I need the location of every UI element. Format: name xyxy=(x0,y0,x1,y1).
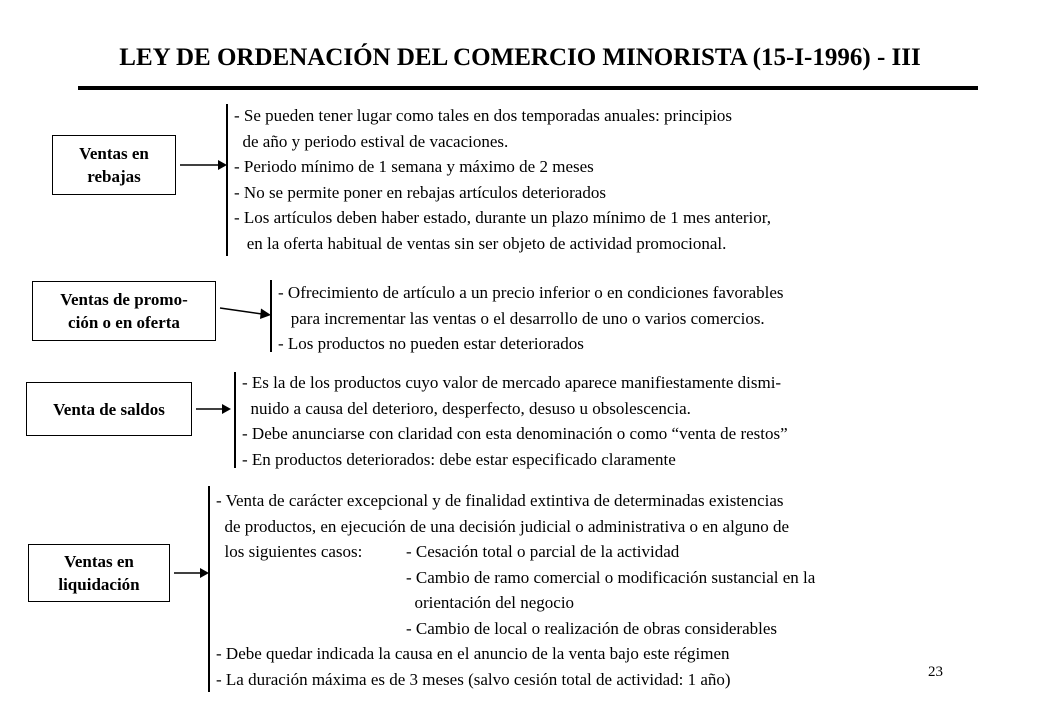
liquidacion-notes xyxy=(216,641,731,692)
promocion-description xyxy=(278,280,784,357)
text-line: - La duración máxima es de 3 meses (salvo cesión total de actividad: 1 año) xyxy=(216,669,731,689)
arrow-icon xyxy=(218,304,272,322)
ventas-en-rebajas-box: Ventas en rebajas xyxy=(52,135,176,195)
text-line: para incrementar las ventas o el desarrollo de uno o varios comercios. xyxy=(278,308,765,328)
text-line: - En productos deteriorados: debe estar especificado claramente xyxy=(242,449,676,469)
bracket-line xyxy=(270,280,272,352)
text-line: - Ofrecimiento de artículo a un precio inferior o en condiciones favorables xyxy=(278,283,784,302)
text-line: los siguientes casos: xyxy=(216,542,363,561)
arrow-icon xyxy=(172,565,212,581)
text-line: - Debe anunciarse con claridad con esta denominación o como “venta de restos” xyxy=(242,424,788,443)
arrow-icon xyxy=(194,401,234,417)
ventas-en-liquidacion-box: Ventas en liquidación xyxy=(28,544,170,602)
text-line: orientación del negocio xyxy=(406,593,575,612)
ventas-de-promocion-box: Ventas de promo- ción o en oferta xyxy=(32,281,216,341)
venta-de-saldos-box: Venta de saldos xyxy=(26,382,192,436)
arrow-icon xyxy=(178,157,228,173)
text-line: de productos, en ejecución de una decisión judicial o administrativa o en alguno de xyxy=(216,516,790,536)
text-line: - Debe quedar indicada la causa en el anuncio de la venta bajo este régimen xyxy=(216,644,730,663)
text-line: - Cambio de ramo comercial o modificación sustancial en la xyxy=(406,567,816,587)
text-line: - Periodo mínimo de 1 semana y máximo de 2 meses xyxy=(234,157,594,176)
text-line: en la oferta habitual de ventas sin ser objeto de actividad promocional. xyxy=(234,233,727,253)
bracket-line xyxy=(208,486,210,692)
text-line: - Se pueden tener lugar como tales en dos temporadas anuales: principios xyxy=(234,106,733,125)
liquidacion-cases xyxy=(406,539,815,641)
text-line: - Cambio de local o realización de obras considerables xyxy=(406,618,778,638)
text-line: nuido a causa del deterioro, desperfecto, desuso u obsolescencia. xyxy=(242,398,691,418)
rebajas-description xyxy=(234,103,771,256)
page-number: 23 xyxy=(928,664,943,680)
text-line: de año y periodo estival de vacaciones. xyxy=(234,131,509,151)
text-line: - Cesación total o parcial de la actividad xyxy=(406,542,680,561)
text-line: - Los productos no pueden estar deteriorados xyxy=(278,334,584,353)
text-line: - Venta de carácter excepcional y de finalidad extintiva de determinadas existencias xyxy=(216,491,784,510)
text-line: - Es la de los productos cuyo valor de mercado aparece manifiestamente dismi- xyxy=(242,373,782,392)
text-line: - No se permite poner en rebajas artículos deteriorados xyxy=(234,182,606,202)
text-line: - Los artículos deben haber estado, durante un plazo mínimo de 1 mes anterior, xyxy=(234,208,772,227)
page-title: LEY DE ORDENACIÓN DEL COMERCIO MINORISTA (15-I-1996) - III xyxy=(119,44,921,71)
saldos-description xyxy=(242,370,788,472)
bracket-line xyxy=(226,104,228,256)
title-underline xyxy=(78,86,978,90)
bracket-line xyxy=(234,372,236,468)
